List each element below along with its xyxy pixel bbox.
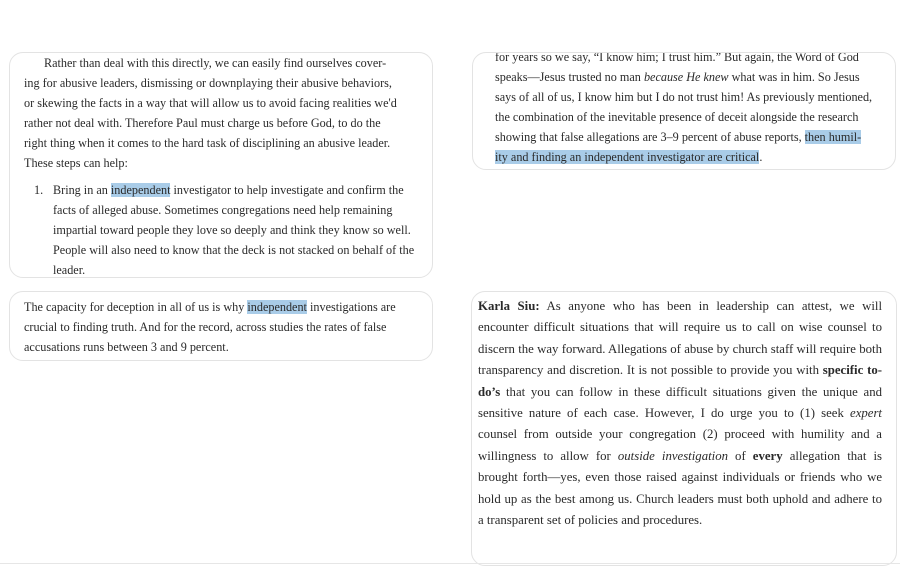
excerpt-card-top-right bbox=[472, 52, 896, 170]
bold-run: every bbox=[752, 448, 783, 463]
text-run: The capacity for deception in all of us is why bbox=[24, 300, 248, 314]
excerpt-paragraph bbox=[478, 296, 882, 531]
search-highlight: independent bbox=[247, 300, 307, 314]
text-run: speaks—Jesus trusted no man bbox=[495, 70, 644, 84]
text-run: allegation that is brought forth—yes, even those raised against individuals or friends who we hold up as the best among us. Church leaders must both uphold and adhere to a transparent set of policies and procedures. bbox=[478, 448, 883, 528]
text-line: These steps can help: bbox=[24, 156, 128, 170]
text-run: Bring in an bbox=[53, 183, 111, 197]
text-line: right thing when it comes to the hard task of disciplining an abusive leader. bbox=[24, 136, 391, 150]
excerpt-card-top-left bbox=[9, 52, 433, 278]
italic-run: outside investigation bbox=[617, 448, 728, 463]
text-line bbox=[495, 67, 875, 87]
text-line: leader. bbox=[53, 263, 86, 277]
text-line bbox=[53, 180, 422, 200]
text-line bbox=[495, 127, 875, 147]
text-run: of bbox=[728, 448, 753, 463]
list-number: 1. bbox=[34, 183, 44, 197]
text-line: the combination of the inevitable presence of deceit alongside the research bbox=[495, 110, 859, 124]
text-run: investigations are bbox=[306, 300, 396, 314]
excerpt-card-bottom-left bbox=[9, 291, 433, 361]
excerpt-paragraph bbox=[24, 297, 422, 357]
text-line: ing for abusive leaders, dismissing or downplaying their abusive behaviors, bbox=[24, 76, 392, 90]
text-line: People will also need to know that the deck is not stacked on behalf of the bbox=[53, 243, 415, 257]
search-highlight: ity and finding an independent investigator are critical bbox=[495, 150, 760, 164]
excerpt-card-bottom-right bbox=[471, 291, 897, 566]
speaker-name: Karla Siu: bbox=[478, 299, 540, 313]
text-run: As anyone who has been in leadership can attest, we will encounter difficult situations that will require us to call on wise counsel to discern the way forward. Allegations of abuse by church staff will require both transparency and discretion. It is not possible to provide you with bbox=[478, 299, 882, 378]
text-run: counsel from outside your congregation (2) proceed with humility and a willingness to allow for bbox=[478, 427, 882, 463]
text-line bbox=[495, 147, 875, 167]
text-run: that you can follow in these difficult situations given the unique and sensitive nature of each case. However, I do urge you to (1) seek bbox=[478, 384, 882, 421]
bold-run: specific to-do’s bbox=[478, 363, 882, 399]
excerpt-paragraph bbox=[495, 52, 875, 167]
text-run: showing that false allegations are 3–9 percent of abuse reports, bbox=[495, 130, 805, 144]
text-run: investigator to help investigate and confirm the bbox=[170, 183, 404, 197]
text-line bbox=[24, 297, 422, 317]
text-line: or skewing the facts in a way that will allow us to avoid facing realities we'd bbox=[24, 96, 397, 110]
search-highlight: then humil- bbox=[804, 130, 862, 144]
text-line: Rather than deal with this directly, we can easily find ourselves cover- bbox=[44, 56, 387, 70]
text-line: facts of alleged abuse. Sometimes congregations need help remaining bbox=[53, 203, 393, 217]
text-line: crucial to finding truth. And for the record, across studies the rates of false bbox=[24, 320, 387, 334]
italic-run: expert bbox=[850, 406, 882, 421]
text-line: says of all of us, I know him but I do not trust him! As previously mentioned, bbox=[495, 90, 873, 104]
search-highlight: independent bbox=[110, 183, 171, 197]
text-run: . bbox=[759, 150, 763, 164]
text-line: rather not deal with. Therefore Paul must charge us before God, to do the bbox=[24, 116, 381, 130]
text-run: what was in him. So Jesus bbox=[728, 70, 860, 84]
text-line: for years so we say, “I know him; I trust him.” But again, the Word of God bbox=[495, 52, 859, 64]
numbered-list-item bbox=[24, 180, 422, 278]
italic-run: because He knew bbox=[643, 70, 729, 84]
excerpt-paragraph bbox=[24, 53, 422, 173]
text-line: impartial toward people they love so deeply and think they know so well. bbox=[53, 223, 411, 237]
text-line: accusations runs between 3 and 9 percent. bbox=[24, 340, 229, 354]
divider bbox=[0, 563, 900, 564]
